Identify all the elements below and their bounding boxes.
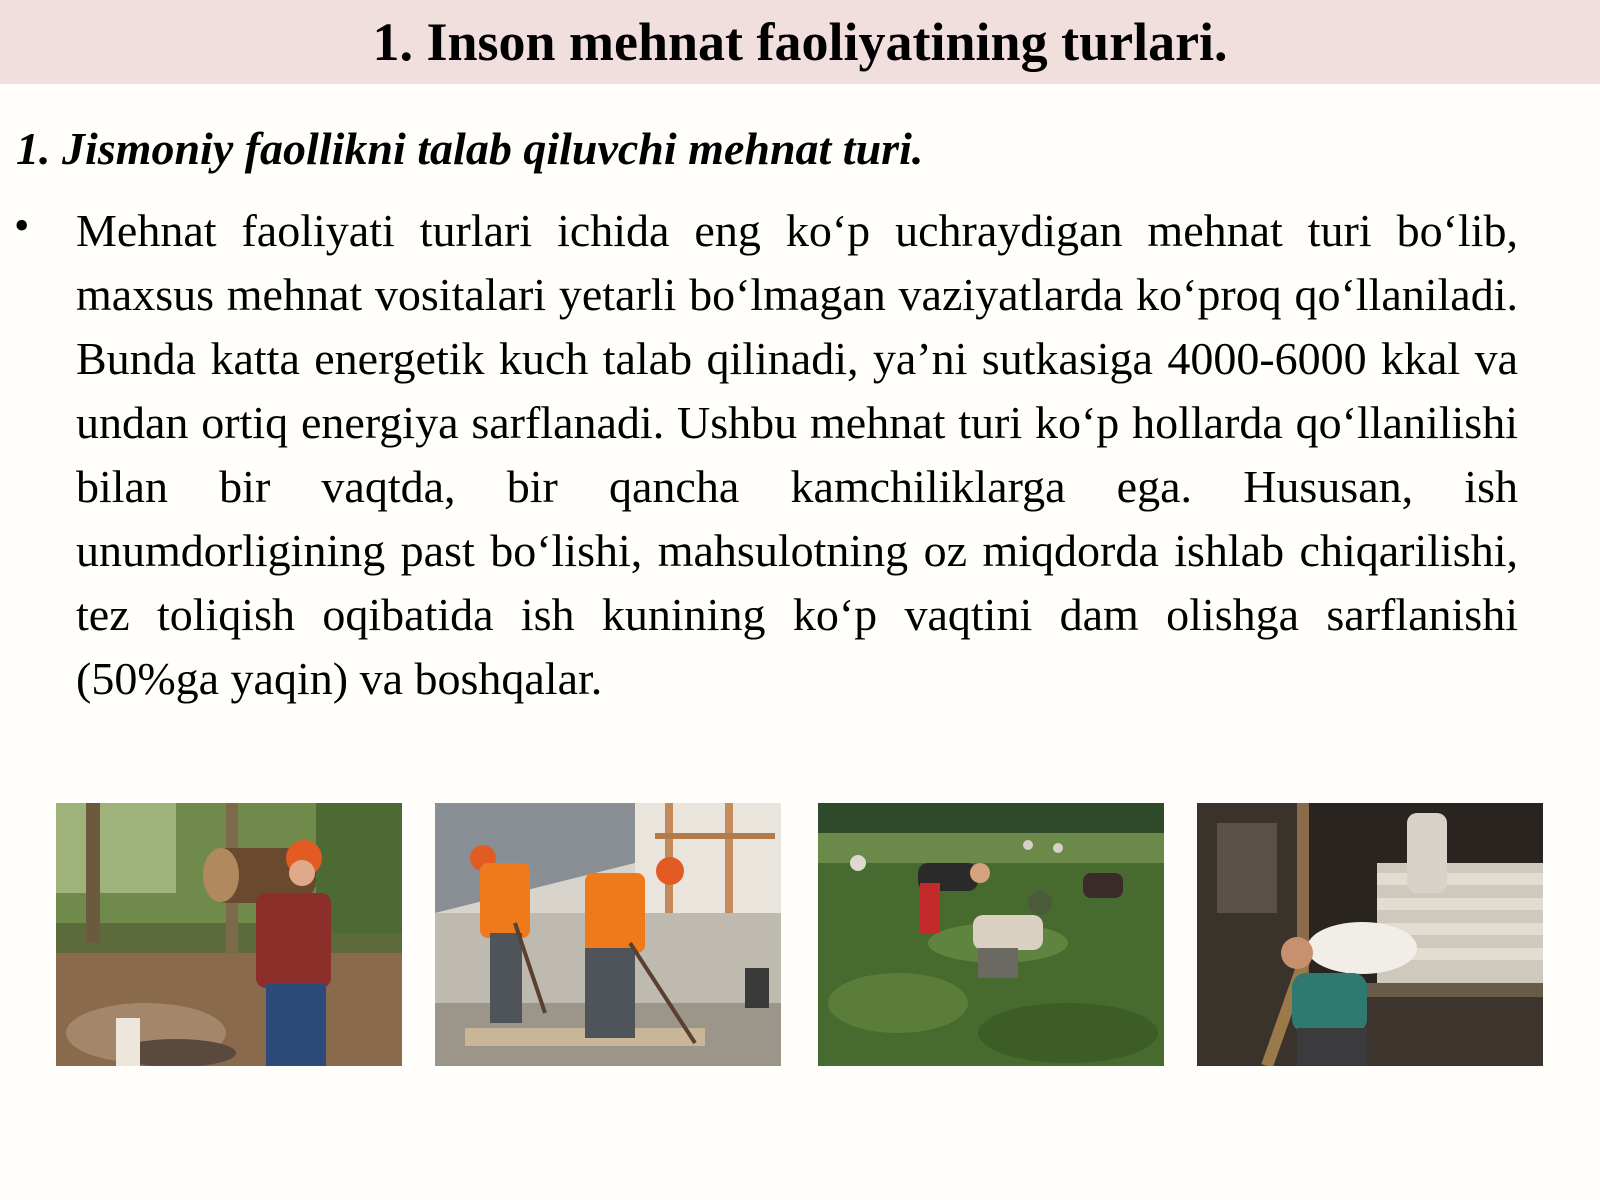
photo-loader-carrying-sack [1197,803,1543,1066]
photo-construction-workers [435,803,781,1066]
photo-field-workers-image [818,803,1164,1066]
photo-logger-carrying-log [56,803,402,1066]
photo-logger-carrying-log-image [56,803,402,1066]
section-subtitle: 1. Jismoniy faollikni talab qiluvchi mehnat turi. [16,123,924,174]
photo-field-workers [818,803,1164,1066]
slide-title: 1. Inson mehnat faoliyatining turlari. [372,12,1228,72]
bullet-icon: • [14,201,30,250]
photo-loader-carrying-sack-image [1197,803,1543,1066]
body-paragraph: Mehnat faoliyati turlari ichida eng ko‘p uchraydigan mehnat turi bo‘lib, maxsus mehnat vositalari yetarli bo‘lmagan vaziyatlarda ko‘proq qo‘llaniladi. Bunda katta energetik kuch talab qilinadi, ya’ni sutkasiga 4000-6000 kkal va undan ortiq energiya sarflanadi. Ushbu mehnat turi ko‘p hollarda qo‘llanilishi bilan bir vaqtda, bir qancha kamchiliklarga ega. Hususan, ish unumdorligining past bo‘lishi, mahsulotning oz miqdorda ishlab chiqarilishi, tez toliqish oqibatida ish kunining ko‘p vaqtini dam olishga sarflanishi (50%ga yaqin) va boshqalar. [76,205,1518,704]
title-bar [0,0,1600,84]
photo-construction-workers-image [435,803,781,1066]
